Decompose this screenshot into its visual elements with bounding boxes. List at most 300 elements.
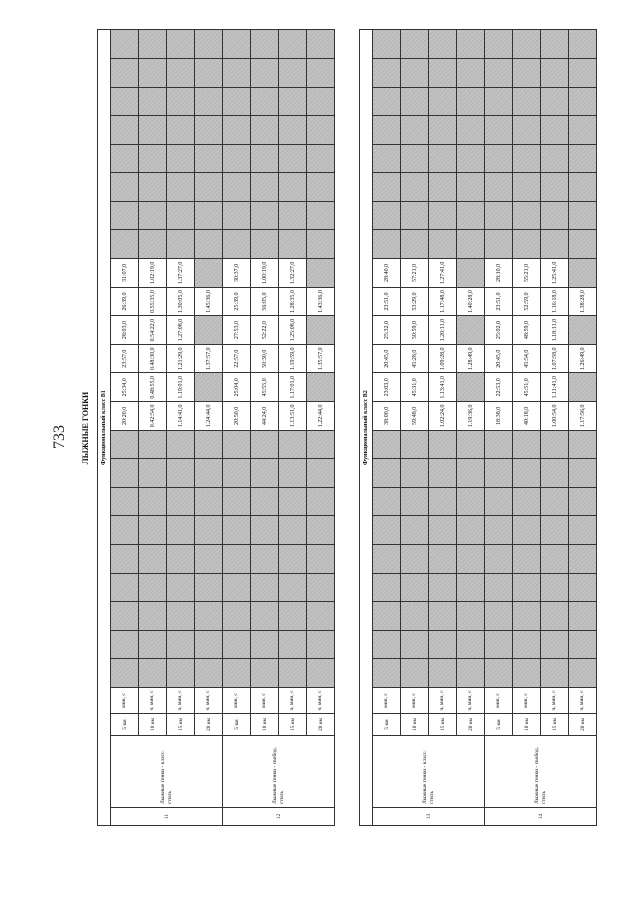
value-cell bbox=[429, 30, 457, 59]
value-cell bbox=[167, 116, 195, 145]
value-cell bbox=[167, 602, 195, 631]
value-cell bbox=[167, 87, 195, 116]
value-cell: 1.16:18,0 bbox=[541, 287, 569, 316]
value-cell bbox=[513, 630, 541, 659]
value-cell bbox=[167, 30, 195, 59]
event-name: Лыжные гонки - класс. стиль bbox=[111, 736, 223, 808]
value-cell bbox=[373, 602, 401, 631]
value-cell: 20:45,0 bbox=[373, 344, 401, 373]
value-cell bbox=[513, 430, 541, 459]
value-cell bbox=[569, 487, 597, 516]
value-cell bbox=[307, 173, 335, 202]
value-cell bbox=[485, 459, 513, 488]
value-cell bbox=[111, 30, 139, 59]
value-cell: 56:05,0 bbox=[251, 287, 279, 316]
value-cell bbox=[139, 58, 167, 87]
value-cell bbox=[569, 116, 597, 145]
value-cell: 1.45:36,0 bbox=[195, 287, 223, 316]
value-cell: 20:45,0 bbox=[485, 344, 513, 373]
table-row bbox=[111, 30, 139, 826]
value-cell bbox=[111, 459, 139, 488]
unit-cell: ч, мин, с bbox=[457, 688, 485, 714]
value-cell bbox=[307, 373, 335, 402]
event-name: Лыжные гонки - свобод. стиль bbox=[223, 736, 335, 808]
value-cell: 25:02,0 bbox=[485, 316, 513, 345]
value-cell bbox=[167, 487, 195, 516]
value-cell bbox=[111, 602, 139, 631]
value-cell bbox=[279, 144, 307, 173]
value-cell bbox=[195, 316, 223, 345]
value-cell bbox=[167, 201, 195, 230]
table-row bbox=[251, 30, 279, 826]
value-cell bbox=[569, 316, 597, 345]
value-cell bbox=[457, 516, 485, 545]
value-cell bbox=[429, 201, 457, 230]
value-cell bbox=[111, 173, 139, 202]
value-cell bbox=[457, 116, 485, 145]
table-row bbox=[307, 30, 335, 826]
value-cell bbox=[167, 545, 195, 574]
value-cell bbox=[485, 430, 513, 459]
value-cell bbox=[569, 30, 597, 59]
unit-cell: мин, с bbox=[401, 688, 429, 714]
value-cell bbox=[139, 573, 167, 602]
value-cell: 1.07:58,0 bbox=[541, 344, 569, 373]
value-cell bbox=[513, 573, 541, 602]
value-cell bbox=[569, 230, 597, 259]
value-cell: 27:53,0 bbox=[223, 316, 251, 345]
value-cell bbox=[541, 173, 569, 202]
value-cell: 52:59,0 bbox=[513, 287, 541, 316]
value-cell bbox=[373, 116, 401, 145]
value-cell bbox=[485, 573, 513, 602]
value-cell bbox=[307, 116, 335, 145]
value-cell bbox=[457, 545, 485, 574]
value-cell bbox=[457, 58, 485, 87]
unit-cell: ч, мин, с bbox=[279, 688, 307, 714]
value-cell bbox=[373, 459, 401, 488]
value-cell bbox=[223, 173, 251, 202]
distance-cell: 20 км bbox=[307, 714, 335, 736]
value-cell bbox=[373, 201, 401, 230]
value-cell bbox=[307, 487, 335, 516]
unit-cell: мин, с bbox=[111, 688, 139, 714]
value-cell bbox=[139, 201, 167, 230]
value-cell bbox=[457, 201, 485, 230]
value-cell bbox=[223, 630, 251, 659]
value-cell bbox=[429, 487, 457, 516]
value-cell bbox=[167, 659, 195, 688]
value-cell: 0.48:55,0 bbox=[139, 373, 167, 402]
results-table-section-1 bbox=[97, 29, 335, 826]
value-cell bbox=[457, 630, 485, 659]
value-cell bbox=[279, 573, 307, 602]
value-cell bbox=[279, 545, 307, 574]
value-cell bbox=[251, 201, 279, 230]
value-cell bbox=[401, 58, 429, 87]
value-cell bbox=[485, 173, 513, 202]
value-cell bbox=[195, 602, 223, 631]
value-cell bbox=[485, 602, 513, 631]
results-table-section-2 bbox=[359, 29, 597, 826]
table-row bbox=[167, 30, 195, 826]
table-row bbox=[139, 30, 167, 826]
distance-cell: 20 км bbox=[195, 714, 223, 736]
value-cell: 1.02:19,0 bbox=[139, 259, 167, 288]
value-cell bbox=[251, 87, 279, 116]
value-cell bbox=[373, 630, 401, 659]
value-cell bbox=[569, 630, 597, 659]
value-cell: 1.28:35,0 bbox=[279, 287, 307, 316]
value-cell bbox=[251, 602, 279, 631]
value-cell bbox=[279, 630, 307, 659]
value-cell bbox=[223, 602, 251, 631]
value-cell: 0.48:30,0 bbox=[139, 344, 167, 373]
value-cell bbox=[139, 30, 167, 59]
value-cell bbox=[251, 116, 279, 145]
value-cell bbox=[457, 573, 485, 602]
value-cell: 25:34,0 bbox=[111, 373, 139, 402]
value-cell bbox=[513, 545, 541, 574]
value-cell bbox=[223, 459, 251, 488]
value-cell bbox=[167, 459, 195, 488]
value-cell bbox=[139, 173, 167, 202]
value-cell bbox=[401, 630, 429, 659]
value-cell bbox=[195, 487, 223, 516]
value-cell bbox=[541, 201, 569, 230]
distance-cell: 20 км bbox=[457, 714, 485, 736]
table-row bbox=[223, 30, 251, 826]
value-cell: 57:21,0 bbox=[401, 259, 429, 288]
distance-cell: 20 км bbox=[569, 714, 597, 736]
value-cell: 44:24,0 bbox=[251, 402, 279, 431]
value-cell bbox=[569, 516, 597, 545]
value-cell bbox=[429, 58, 457, 87]
value-cell bbox=[223, 87, 251, 116]
value-cell bbox=[429, 602, 457, 631]
value-cell bbox=[513, 459, 541, 488]
value-cell bbox=[485, 144, 513, 173]
value-cell bbox=[513, 602, 541, 631]
value-cell bbox=[307, 87, 335, 116]
value-cell bbox=[513, 516, 541, 545]
value-cell bbox=[251, 573, 279, 602]
unit-cell: ч, мин, с bbox=[569, 688, 597, 714]
value-cell bbox=[541, 487, 569, 516]
value-cell bbox=[401, 602, 429, 631]
value-cell bbox=[251, 659, 279, 688]
value-cell bbox=[373, 573, 401, 602]
value-cell bbox=[429, 459, 457, 488]
value-cell bbox=[307, 659, 335, 688]
value-cell bbox=[111, 630, 139, 659]
value-cell bbox=[139, 459, 167, 488]
value-cell bbox=[279, 116, 307, 145]
value-cell bbox=[485, 201, 513, 230]
value-cell bbox=[569, 602, 597, 631]
value-cell: 1.27:08,0 bbox=[167, 316, 195, 345]
value-cell bbox=[457, 87, 485, 116]
value-cell: 1.37:57,0 bbox=[195, 344, 223, 373]
value-cell bbox=[251, 230, 279, 259]
value-cell bbox=[541, 30, 569, 59]
value-cell bbox=[569, 201, 597, 230]
value-cell bbox=[307, 58, 335, 87]
value-cell bbox=[485, 87, 513, 116]
value-cell bbox=[373, 30, 401, 59]
value-cell bbox=[279, 173, 307, 202]
value-cell: 1.19:36,0 bbox=[457, 402, 485, 431]
value-cell bbox=[401, 144, 429, 173]
value-cell: 28:40,0 bbox=[373, 259, 401, 288]
value-cell bbox=[457, 487, 485, 516]
value-cell bbox=[429, 659, 457, 688]
value-cell bbox=[223, 30, 251, 59]
distance-cell: 5 км bbox=[485, 714, 513, 736]
row-number: 13 bbox=[373, 808, 485, 826]
value-cell bbox=[307, 144, 335, 173]
value-cell bbox=[139, 516, 167, 545]
value-cell bbox=[569, 58, 597, 87]
value-cell bbox=[541, 630, 569, 659]
value-cell bbox=[307, 602, 335, 631]
value-cell bbox=[373, 230, 401, 259]
section-header: Функциональный класс В2 bbox=[360, 30, 373, 826]
table-row bbox=[195, 30, 223, 826]
value-cell bbox=[279, 516, 307, 545]
document-title: ЛЫЖНЫЕ ГОНКИ bbox=[81, 391, 90, 465]
value-cell bbox=[429, 87, 457, 116]
row-number: 11 bbox=[111, 808, 223, 826]
distance-cell: 10 км bbox=[251, 714, 279, 736]
value-cell bbox=[457, 316, 485, 345]
value-cell: 1.14:41,0 bbox=[167, 402, 195, 431]
value-cell bbox=[167, 573, 195, 602]
value-cell bbox=[139, 87, 167, 116]
distance-cell: 10 км bbox=[139, 714, 167, 736]
value-cell bbox=[195, 630, 223, 659]
value-cell: 23:51,0 bbox=[373, 287, 401, 316]
value-cell bbox=[111, 573, 139, 602]
value-cell: 45:54,0 bbox=[513, 344, 541, 373]
table-row bbox=[569, 30, 597, 826]
value-cell bbox=[307, 230, 335, 259]
row-number: 14 bbox=[485, 808, 597, 826]
value-cell bbox=[401, 116, 429, 145]
value-cell bbox=[223, 116, 251, 145]
value-cell: 52:22,0 bbox=[251, 316, 279, 345]
value-cell bbox=[251, 545, 279, 574]
value-cell bbox=[167, 58, 195, 87]
value-cell: 1.21:29,0 bbox=[167, 344, 195, 373]
value-cell bbox=[167, 144, 195, 173]
value-cell: 1.18:11,0 bbox=[541, 316, 569, 345]
value-cell bbox=[167, 173, 195, 202]
value-cell bbox=[429, 230, 457, 259]
value-cell: 20:20,0 bbox=[111, 402, 139, 431]
value-cell bbox=[569, 430, 597, 459]
value-cell bbox=[485, 30, 513, 59]
value-cell bbox=[223, 430, 251, 459]
value-cell: 20:50,0 bbox=[223, 402, 251, 431]
value-cell: 18:38,0 bbox=[485, 402, 513, 431]
value-cell: 1.43:36,0 bbox=[307, 287, 335, 316]
value-cell bbox=[513, 201, 541, 230]
row-number: 12 bbox=[223, 808, 335, 826]
value-cell bbox=[569, 373, 597, 402]
value-cell: 1.38:28,0 bbox=[569, 287, 597, 316]
value-cell bbox=[111, 144, 139, 173]
distance-cell: 15 км bbox=[541, 714, 569, 736]
value-cell bbox=[401, 430, 429, 459]
value-cell bbox=[223, 545, 251, 574]
value-cell bbox=[457, 30, 485, 59]
value-cell: 1.24:44,0 bbox=[195, 402, 223, 431]
page-number: 733 bbox=[51, 425, 68, 449]
unit-cell: мин, с bbox=[513, 688, 541, 714]
value-cell: 50:30,0 bbox=[251, 344, 279, 373]
value-cell bbox=[111, 58, 139, 87]
value-cell bbox=[541, 659, 569, 688]
value-cell: 53:29,0 bbox=[401, 287, 429, 316]
value-cell bbox=[541, 602, 569, 631]
value-cell bbox=[307, 545, 335, 574]
value-cell bbox=[251, 144, 279, 173]
value-cell: 45:28,0 bbox=[401, 344, 429, 373]
value-cell: 1.00:54,0 bbox=[541, 402, 569, 431]
value-cell bbox=[279, 459, 307, 488]
unit-cell: ч, мин, с bbox=[429, 688, 457, 714]
table-row bbox=[401, 30, 429, 826]
unit-cell: ч, мин, с bbox=[139, 688, 167, 714]
value-cell: 1.27:41,0 bbox=[429, 259, 457, 288]
value-cell: 1.19:01,0 bbox=[167, 373, 195, 402]
value-cell bbox=[167, 516, 195, 545]
value-cell: 1.19:59,0 bbox=[279, 344, 307, 373]
value-cell bbox=[223, 573, 251, 602]
value-cell bbox=[139, 116, 167, 145]
value-cell: 25:04,0 bbox=[223, 373, 251, 402]
value-cell bbox=[513, 230, 541, 259]
unit-cell: мин, с bbox=[373, 688, 401, 714]
value-cell: 23:51,0 bbox=[485, 287, 513, 316]
value-cell bbox=[429, 430, 457, 459]
value-cell bbox=[569, 144, 597, 173]
unit-cell: ч, мин, с bbox=[541, 688, 569, 714]
table-row bbox=[457, 30, 485, 826]
value-cell bbox=[195, 58, 223, 87]
value-cell bbox=[251, 459, 279, 488]
value-cell bbox=[307, 430, 335, 459]
value-cell bbox=[513, 87, 541, 116]
value-cell: 1.17:48,0 bbox=[429, 287, 457, 316]
value-cell bbox=[139, 487, 167, 516]
value-cell bbox=[429, 516, 457, 545]
value-cell bbox=[279, 230, 307, 259]
rotated-table-area bbox=[81, 30, 631, 826]
value-cell bbox=[541, 58, 569, 87]
value-cell bbox=[513, 30, 541, 59]
value-cell bbox=[541, 144, 569, 173]
value-cell bbox=[251, 430, 279, 459]
value-cell bbox=[111, 116, 139, 145]
value-cell bbox=[307, 316, 335, 345]
value-cell: 55:21,0 bbox=[513, 259, 541, 288]
value-cell: 1.32:27,0 bbox=[279, 259, 307, 288]
unit-cell: ч, мин, с bbox=[167, 688, 195, 714]
value-cell bbox=[401, 545, 429, 574]
value-cell bbox=[279, 58, 307, 87]
value-cell: 1.35:57,0 bbox=[307, 344, 335, 373]
value-cell: 0.55:35,0 bbox=[139, 287, 167, 316]
value-cell: 1.17:01,0 bbox=[279, 373, 307, 402]
value-cell bbox=[167, 230, 195, 259]
value-cell: 22:53,0 bbox=[485, 373, 513, 402]
value-cell bbox=[401, 573, 429, 602]
value-cell bbox=[111, 545, 139, 574]
value-cell bbox=[541, 230, 569, 259]
value-cell bbox=[167, 630, 195, 659]
value-cell bbox=[513, 116, 541, 145]
value-cell bbox=[457, 459, 485, 488]
value-cell bbox=[195, 573, 223, 602]
value-cell bbox=[457, 144, 485, 173]
value-cell bbox=[251, 487, 279, 516]
value-cell: 0.42:54,0 bbox=[139, 402, 167, 431]
value-cell bbox=[195, 30, 223, 59]
value-cell bbox=[429, 144, 457, 173]
value-cell bbox=[429, 545, 457, 574]
value-cell: 1.09:28,0 bbox=[429, 344, 457, 373]
unit-cell: мин, с bbox=[223, 688, 251, 714]
table-row bbox=[279, 30, 307, 826]
value-cell bbox=[401, 201, 429, 230]
value-cell bbox=[485, 659, 513, 688]
value-cell bbox=[195, 173, 223, 202]
value-cell bbox=[195, 144, 223, 173]
value-cell: 1.00:19,0 bbox=[251, 259, 279, 288]
value-cell bbox=[223, 230, 251, 259]
value-cell bbox=[401, 230, 429, 259]
value-cell bbox=[373, 173, 401, 202]
value-cell bbox=[513, 173, 541, 202]
distance-cell: 15 км bbox=[429, 714, 457, 736]
value-cell bbox=[223, 201, 251, 230]
value-cell bbox=[541, 87, 569, 116]
value-cell bbox=[195, 459, 223, 488]
value-cell bbox=[401, 30, 429, 59]
value-cell bbox=[541, 116, 569, 145]
value-cell bbox=[279, 201, 307, 230]
value-cell bbox=[457, 659, 485, 688]
distance-cell: 5 км bbox=[373, 714, 401, 736]
value-cell bbox=[541, 430, 569, 459]
value-cell bbox=[569, 545, 597, 574]
value-cell bbox=[457, 602, 485, 631]
value-cell bbox=[251, 30, 279, 59]
value-cell: 23:03,0 bbox=[373, 373, 401, 402]
value-cell: 1.20:11,0 bbox=[429, 316, 457, 345]
value-cell bbox=[513, 144, 541, 173]
value-cell: 38:00,0 bbox=[373, 402, 401, 431]
value-cell bbox=[195, 230, 223, 259]
value-cell bbox=[401, 173, 429, 202]
value-cell bbox=[373, 87, 401, 116]
distance-cell: 5 км bbox=[111, 714, 139, 736]
value-cell bbox=[195, 430, 223, 459]
value-cell bbox=[139, 430, 167, 459]
value-cell bbox=[457, 430, 485, 459]
